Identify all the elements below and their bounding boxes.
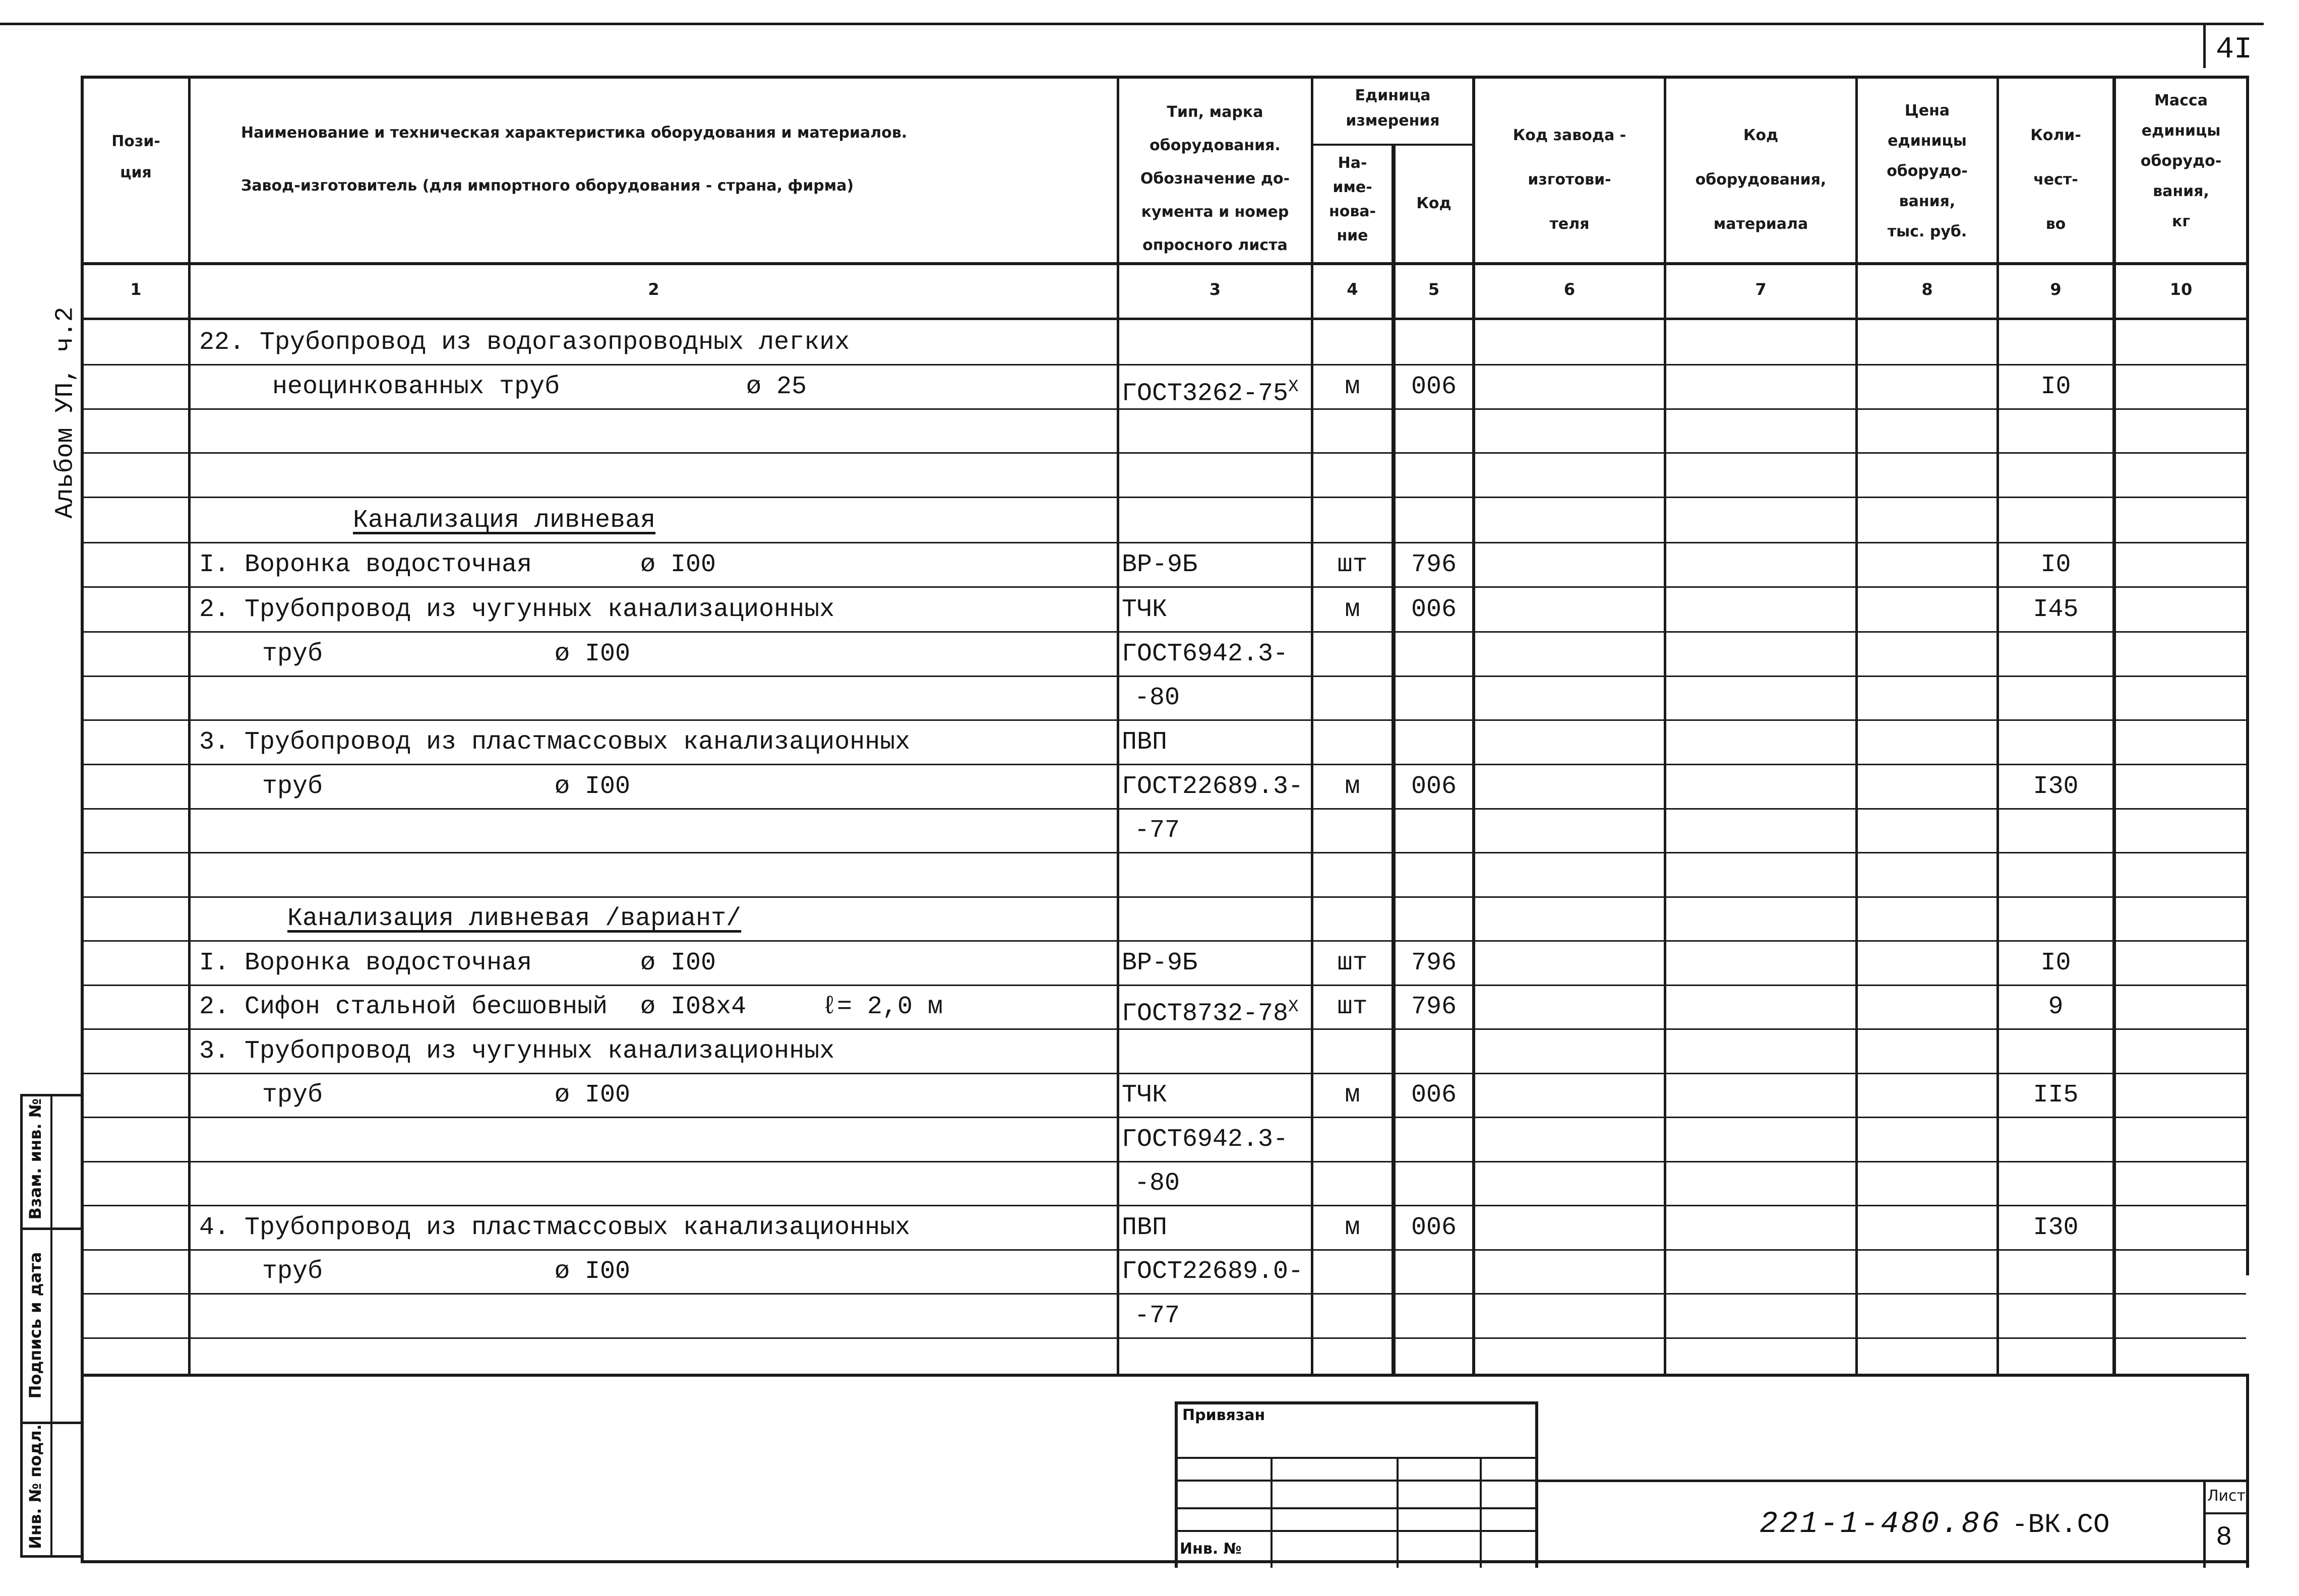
colnum-2: 2 [648, 280, 659, 299]
item-quantity: I0 [2040, 373, 2071, 401]
top-edge-line [0, 23, 2264, 25]
item-quantity: I0 [2040, 949, 2071, 977]
side-album-label: Альбом УП, ч.2 [51, 306, 80, 519]
item-unit-code: 006 [1411, 373, 1457, 401]
item-unit: м [1345, 1213, 1360, 1242]
item-type: ВР-9Б [1122, 949, 1198, 977]
row-separator [84, 808, 2246, 810]
item-diameter: ø I00 [555, 640, 631, 668]
row-separator [84, 719, 2246, 721]
item-quantity: II5 [2033, 1081, 2079, 1110]
item-unit: м [1345, 772, 1360, 801]
item-diameter: ø I00 [555, 1257, 631, 1286]
item-name: I. Воронка водосточная [199, 949, 532, 977]
item-unit-code: 796 [1411, 550, 1457, 579]
colnum-10: 10 [2169, 280, 2193, 299]
item-unit: шт [1337, 993, 1368, 1021]
item-name: 22. Трубопровод из водогазопроводных легких [199, 328, 850, 357]
header-plant-code: Код завода - изготови- теля [1512, 127, 1626, 233]
row-separator [84, 1117, 2246, 1118]
item-name: труб [262, 1081, 323, 1110]
document-suffix: -ВК.СО [2012, 1510, 2110, 1541]
colnum-1: 1 [130, 280, 142, 299]
colnum-6: 6 [1563, 280, 1576, 299]
row-separator [84, 631, 2246, 633]
item-unit: шт [1337, 550, 1368, 579]
header-mass: Масса единицы оборудо- вания, кг [2140, 92, 2222, 230]
page-corner-border [2203, 23, 2206, 68]
row-separator [84, 1249, 2246, 1251]
row-separator [84, 542, 2246, 543]
header-unit-name: На- име- нова- ние [1328, 154, 1376, 244]
row-separator [84, 364, 2246, 365]
item-unit-code: 796 [1411, 993, 1457, 1021]
row-separator [84, 1028, 2246, 1030]
header-equip-code: Код оборудования, материала [1695, 127, 1827, 233]
header-price: Цена единицы оборудо- вания, тыс. руб. [1887, 102, 1968, 240]
sheet-number: 8 [2216, 1522, 2232, 1553]
row-separator [84, 852, 2246, 853]
header-name-line2: Завод-изготовитель (для импортного оборудования - страна, фирма) [241, 177, 854, 195]
type-superscript: Х [1288, 998, 1299, 1017]
row-separator [84, 1073, 2246, 1074]
item-name: 2. Сифон стальной бесшовный [199, 993, 608, 1021]
item-type: ТЧК [1122, 595, 1168, 624]
item-diameter: ø I08х4 [640, 993, 747, 1021]
item-quantity: 9 [2048, 993, 2064, 1021]
item-unit: м [1345, 1081, 1360, 1110]
document-code: 221-1-480.86 [1760, 1507, 2002, 1542]
row-separator [84, 940, 2246, 942]
item-type: ГОСТ22689.0- [1122, 1257, 1304, 1286]
item-quantity: I30 [2033, 772, 2079, 801]
item-name: неоцинкованных труб [272, 373, 560, 401]
header-type: Тип, марка оборудования. Обозначение до- кумента и номер опросного листа [1140, 103, 1290, 254]
row-separator [84, 452, 2246, 454]
item-type: ВР-9Б [1122, 550, 1198, 579]
colnum-9: 9 [2050, 280, 2062, 299]
item-type: -80 [1134, 684, 1180, 712]
item-unit: м [1345, 595, 1360, 624]
header-unit-group: Единица измерения [1346, 87, 1440, 130]
stamp-replace-inv: Взам. инв. № [26, 1098, 45, 1220]
row-separator [84, 676, 2246, 677]
item-name: труб [262, 1257, 323, 1286]
row-separator [84, 1205, 2246, 1206]
item-type: $ГОСТ3262-75^Х$ [1122, 378, 1299, 408]
header-unit-code: Код [1416, 195, 1451, 212]
item-name: 4. Трубопровод из пластмассовых канализационных [199, 1213, 911, 1242]
item-type: ГОСТ22689.3- [1122, 772, 1304, 801]
item-type: -77 [1134, 1302, 1180, 1330]
item-type: $ГОСТ8732-78^Х$ [1122, 998, 1299, 1028]
item-type: -80 [1134, 1169, 1180, 1198]
item-unit: м [1345, 373, 1360, 401]
colnum-8: 8 [1921, 280, 1933, 299]
row-separator [84, 1337, 2246, 1339]
header-name-line1: Наименование и техническая характеристика оборудования и материалов. [241, 124, 908, 142]
row-separator [84, 1293, 2246, 1295]
item-length: ℓ= 2,0 м [822, 993, 943, 1021]
item-diameter: ø I00 [555, 1081, 631, 1110]
colnum-7: 7 [1755, 280, 1767, 299]
item-unit-code: 006 [1411, 1081, 1457, 1110]
item-name: 2. Трубопровод из чугунных канализационных [199, 595, 835, 624]
colnum-5: 5 [1428, 280, 1440, 299]
row-separator [84, 896, 2246, 898]
type-superscript: Х [1288, 378, 1299, 397]
row-separator [84, 985, 2246, 986]
item-unit-code: 796 [1411, 949, 1457, 977]
item-type: ГОСТ6942.3- [1122, 640, 1289, 668]
item-quantity: I0 [2040, 550, 2071, 579]
item-unit-code: 006 [1411, 595, 1457, 624]
item-type: ТЧК [1122, 1081, 1168, 1110]
header-position: Пози- ция [111, 133, 160, 181]
item-name: I. Воронка водосточная [199, 550, 532, 579]
sheet-corner-number: 4I [2216, 33, 2253, 67]
section-heading: Канализация ливневая [353, 506, 656, 535]
stamp-inv-orig: Инв. № подл. [26, 1424, 45, 1549]
item-name: труб [262, 772, 323, 801]
item-diameter: ø 25 [746, 373, 807, 401]
item-quantity: I30 [2033, 1213, 2079, 1242]
sheet-label: Лист [2207, 1487, 2246, 1505]
item-name: 3. Трубопровод из пластмассовых канализационных [199, 728, 911, 757]
item-type: ПВП [1122, 1213, 1168, 1242]
item-name: 3. Трубопровод из чугунных канализационных [199, 1037, 835, 1066]
item-unit-code: 006 [1411, 772, 1457, 801]
row-separator [84, 497, 2246, 498]
colnum-4: 4 [1347, 280, 1358, 299]
item-type: -77 [1134, 816, 1180, 845]
header-qty: Коли- чест- во [2030, 127, 2081, 233]
item-type: ПВП [1122, 728, 1168, 757]
item-diameter: ø I00 [640, 550, 716, 579]
item-quantity: I45 [2033, 595, 2079, 624]
row-separator [84, 1161, 2246, 1162]
item-unit: шт [1337, 949, 1368, 977]
item-diameter: ø I00 [555, 772, 631, 801]
section-heading: Канализация ливневая /вариант/ [287, 904, 742, 933]
row-separator [84, 586, 2246, 588]
item-diameter: ø I00 [640, 949, 716, 977]
inv-label: Инв. № [1180, 1540, 1242, 1558]
row-separator [84, 764, 2246, 765]
colnum-3: 3 [1209, 280, 1221, 299]
stamp-sign-date: Подпись и дата [26, 1252, 45, 1399]
item-type: ГОСТ6942.3- [1122, 1125, 1289, 1154]
linked-label: Привязан [1182, 1406, 1265, 1424]
item-name: труб [262, 640, 323, 668]
item-unit-code: 006 [1411, 1213, 1457, 1242]
row-separator [84, 408, 2246, 410]
